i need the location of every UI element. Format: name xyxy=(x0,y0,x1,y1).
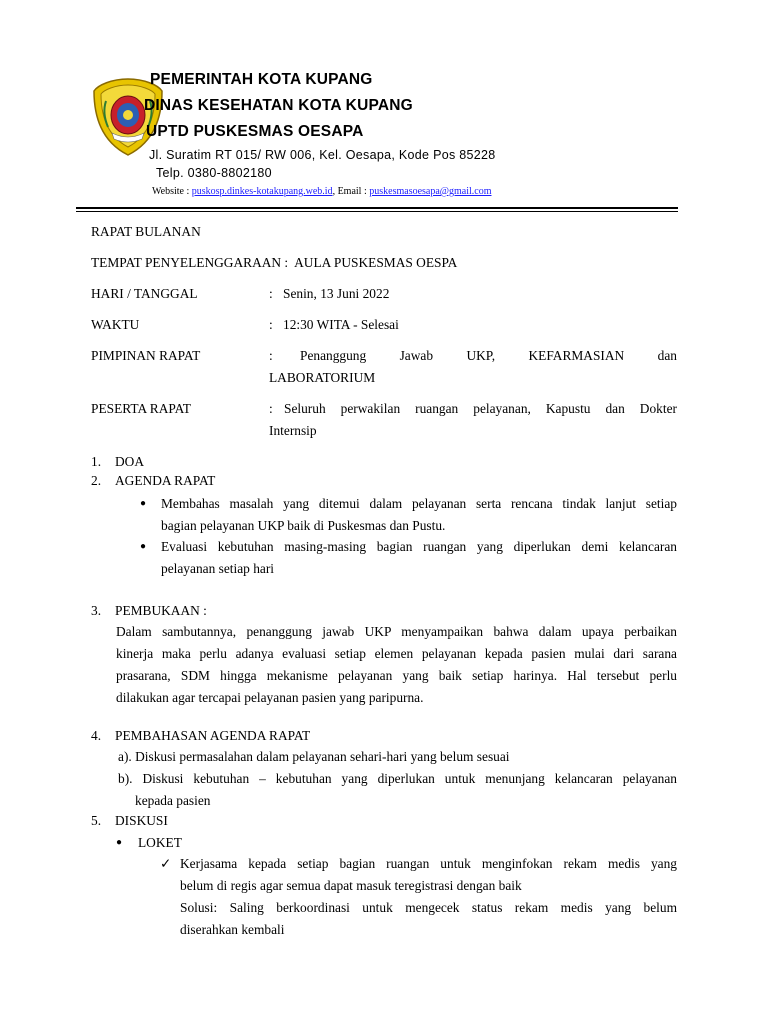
section-title: DOA xyxy=(115,454,145,469)
word: Penanggung xyxy=(300,348,367,363)
word: dan xyxy=(657,348,677,363)
section-number: 3. xyxy=(91,603,102,618)
section-title: DISKUSI xyxy=(115,813,168,828)
field-pimpinan-rapat xyxy=(0,345,768,389)
field-colon: : xyxy=(269,286,273,301)
loket-title: LOKET xyxy=(138,835,182,850)
venue-value: AULA PUSKESMAS OESPA xyxy=(294,255,458,270)
website-label: Website : xyxy=(152,186,190,197)
check-line: Solusi: Saling berkoordinasi untuk mengecek status rekam medis yang belum xyxy=(180,900,677,915)
bullet-line-1: Evaluasi kebutuhan masing-masing bagian ruangan yang diperlukan demi kelancaran xyxy=(161,539,677,554)
field-value-line-1 xyxy=(300,345,677,367)
letterhead-line-3: UPTD PUSKESMAS OESAPA xyxy=(146,123,364,140)
letterhead-line-1: PEMERINTAH KOTA KUPANG xyxy=(150,71,373,88)
section-number: 4. xyxy=(91,728,102,743)
field-value-line-2: Internsip xyxy=(269,423,317,438)
field-label: PIMPINAN RAPAT xyxy=(91,348,201,363)
field-colon: : xyxy=(269,317,273,332)
field-value: 12:30 WITA - Selesai xyxy=(283,317,399,332)
bullet-line-2: bagian pelayanan UKP baik di Puskesmas dan Pustu. xyxy=(161,518,446,533)
paragraph-line: dilakukan agar tercapai pelayanan pasien yang paripurna. xyxy=(116,690,424,705)
section-title: PEMBUKAAN : xyxy=(115,603,207,618)
field-label: PESERTA RAPAT xyxy=(91,401,191,416)
letterhead-line-2: DINAS KESEHATAN KOTA KUPANG xyxy=(144,97,413,114)
word: KEFARMASIAN xyxy=(528,348,625,363)
pembahasan-item-b-cont: kepada pasien xyxy=(135,793,211,808)
word: UKP, xyxy=(466,348,496,363)
venue-row xyxy=(91,252,457,274)
field-label: WAKTU xyxy=(91,317,140,332)
check-line: diserahkan kembali xyxy=(180,922,285,937)
paragraph-line: kinerja maka perlu adanya evaluasi setiap elemen pelayanan kepada pasien mulai dari sarana xyxy=(116,646,677,661)
field-label: HARI / TANGGAL xyxy=(91,286,198,301)
letterhead-address: Jl. Suratim RT 015/ RW 006, Kel. Oesapa, Kode Pos 85228 xyxy=(149,148,496,162)
header-divider-thick xyxy=(76,207,678,209)
kota-kupang-crest-icon xyxy=(92,77,164,157)
letterhead-contact xyxy=(152,186,492,197)
bullet-line-1: Membahas masalah yang ditemui dalam pelayanan serta rencana tindak lanjut setiap xyxy=(161,496,677,511)
field-value: Senin, 13 Juni 2022 xyxy=(283,286,390,301)
letterhead-phone: Telp. 0380-8802180 xyxy=(156,166,272,180)
paragraph-line: prasarana, SDM hingga mekanisme pelayanan yang baik setiap harinya. Hal tersebut perlu xyxy=(116,668,677,683)
email-link[interactable]: puskesmasoesapa@gmail.com xyxy=(369,186,492,197)
header-divider-thin xyxy=(76,211,678,212)
section-title: PEMBAHASAN AGENDA RAPAT xyxy=(115,728,311,743)
email-label: , Email : xyxy=(332,186,367,197)
bullet-line-2: pelayanan setiap hari xyxy=(161,561,275,576)
section-number: 5. xyxy=(91,813,102,828)
pembahasan-item-a: a). Diskusi permasalahan dalam pelayanan sehari-hari yang belum sesuai xyxy=(118,749,510,764)
field-colon: : xyxy=(269,401,273,416)
bullet-icon: ● xyxy=(140,498,147,509)
field-colon: : xyxy=(269,348,273,363)
paragraph-line: Dalam sambutannya, penanggung jawab UKP menyampaikan bahwa dalam upaya perbaikan xyxy=(116,624,677,639)
section-number: 2. xyxy=(91,473,102,488)
word: Jawab xyxy=(399,348,434,363)
field-peserta-rapat xyxy=(0,398,768,442)
agenda-bullet-2 xyxy=(0,536,768,580)
venue-label: TEMPAT PENYELENGGARAAN : xyxy=(91,255,289,270)
pembukaan-paragraph xyxy=(0,621,768,711)
checkmark-icon: ✓ xyxy=(160,856,172,871)
check-line: belum di regis agar semua dapat masuk teregistrasi dengan baik xyxy=(180,878,522,893)
field-value-line-2: LABORATORIUM xyxy=(269,370,376,385)
field-value-line-1: Seluruh perwakilan ruangan pelayanan, Kapustu dan Dokter xyxy=(284,401,677,416)
document-title: RAPAT BULANAN xyxy=(91,224,201,239)
agenda-bullet-1 xyxy=(0,493,768,537)
section-number: 1. xyxy=(91,454,102,469)
bullet-icon: ● xyxy=(116,837,123,848)
pembahasan-item-b: b). Diskusi kebutuhan – kebutuhan yang diperlukan untuk menunjang kelancaran pelayanan xyxy=(118,771,677,786)
website-link[interactable]: puskosp.dinkes-kotakupang.web.id xyxy=(191,186,333,197)
bullet-icon: ● xyxy=(140,541,147,552)
check-line: Kerjasama kepada setiap bagian ruangan untuk menginfokan rekam medis yang xyxy=(180,856,677,871)
loket-checklist xyxy=(0,853,768,943)
section-title: AGENDA RAPAT xyxy=(115,473,216,488)
